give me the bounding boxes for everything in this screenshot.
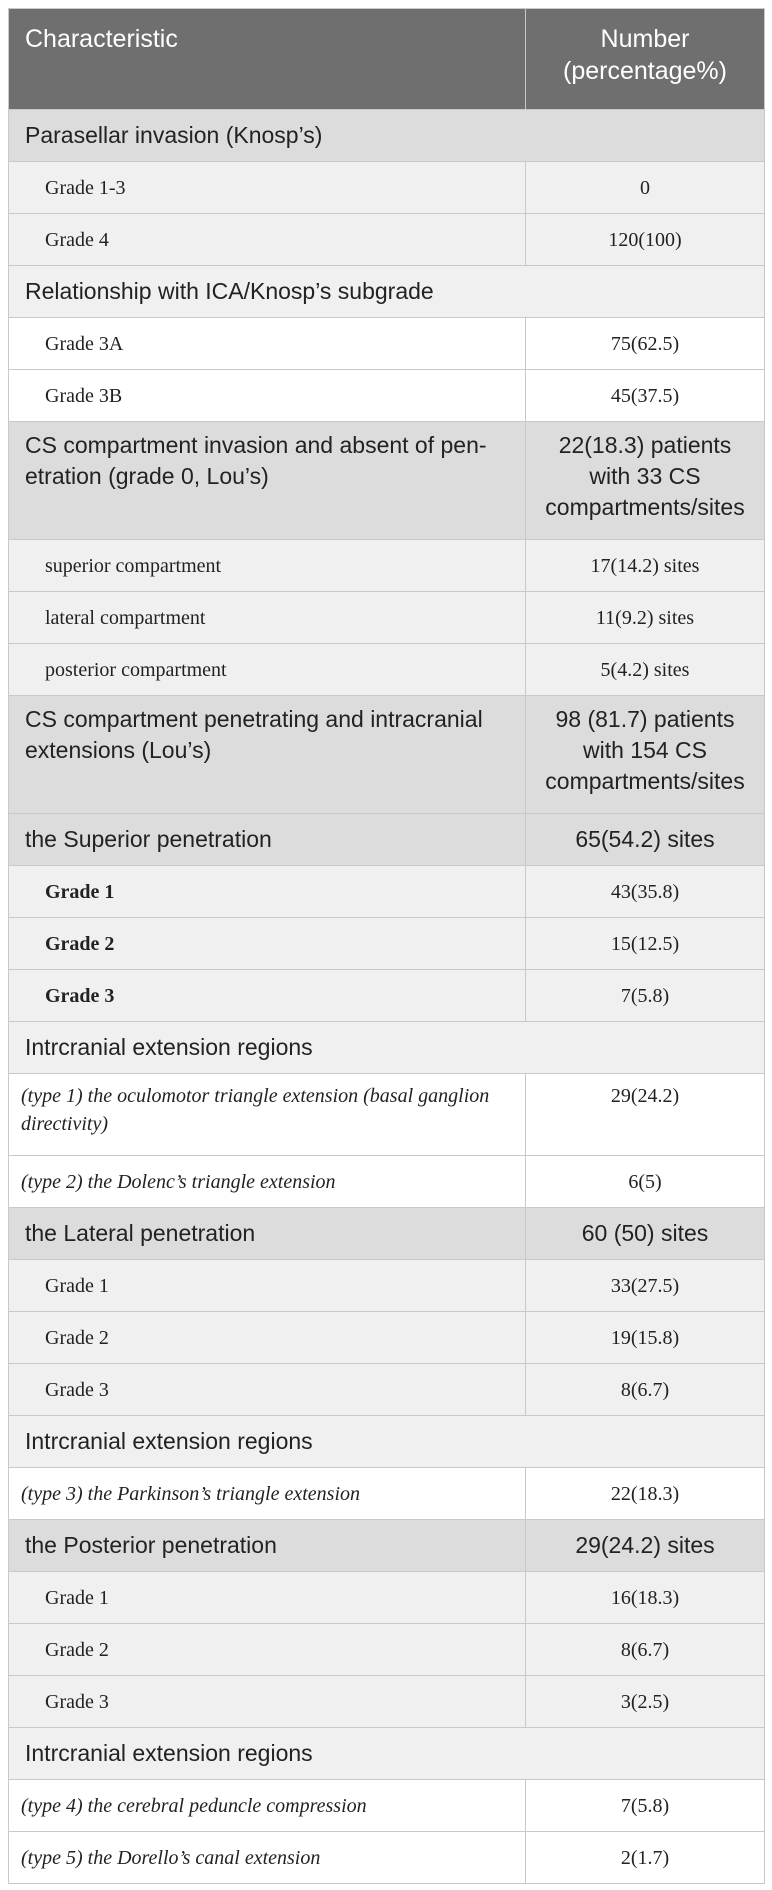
section-label: Intrcranial extension regions [9, 1728, 765, 1780]
row-label: (type 5) the Dorello’s canal extension [9, 1832, 526, 1884]
row-value: 7(5.8) [526, 1780, 765, 1832]
table-row [9, 1260, 765, 1312]
section-value: 60 (50) sites [526, 1208, 765, 1260]
section-label: Relationship with ICA/Knosp’s subgrade [9, 266, 765, 318]
table-row [9, 970, 765, 1022]
table-row [9, 1156, 765, 1208]
row-value: 8(6.7) [526, 1624, 765, 1676]
row-label: (type 4) the cerebral peduncle compression [9, 1780, 526, 1832]
row-label: posterior compartment [9, 644, 526, 696]
section-value: 22(18.3) patients with 33 CS compartments/sites [526, 422, 765, 540]
row-label: Grade 3 [9, 1676, 526, 1728]
table-row [9, 1624, 765, 1676]
row-value: 2(1.7) [526, 1832, 765, 1884]
row-label: lateral compartment [9, 592, 526, 644]
table-row [9, 1520, 765, 1572]
row-label: Grade 1 [9, 866, 526, 918]
section-label: the Posterior penetration [9, 1520, 526, 1572]
row-label: Grade 2 [9, 1624, 526, 1676]
table-row [9, 1468, 765, 1520]
characteristics-table [8, 8, 765, 1884]
table-row [9, 644, 765, 696]
row-value: 45(37.5) [526, 370, 765, 422]
row-value: 5(4.2) sites [526, 644, 765, 696]
row-value: 22(18.3) [526, 1468, 765, 1520]
table-row [9, 1364, 765, 1416]
characteristics-table-container [8, 8, 764, 1884]
table-row [9, 540, 765, 592]
section-label: CS compartment penetrating and intracranial extensions (Lou’s) [9, 696, 526, 814]
row-value: 15(12.5) [526, 918, 765, 970]
table-row [9, 1676, 765, 1728]
row-value: 16(18.3) [526, 1572, 765, 1624]
table-row [9, 1022, 765, 1074]
row-label: Grade 1 [9, 1572, 526, 1624]
row-label: Grade 3A [9, 318, 526, 370]
table-row [9, 318, 765, 370]
row-value: 120(100) [526, 214, 765, 266]
row-value: 0 [526, 162, 765, 214]
section-label: CS compartment invasion and absent of pen-etration (grade 0, Lou’s) [9, 422, 526, 540]
row-label: Grade 3B [9, 370, 526, 422]
row-label: (type 3) the Parkinson’s triangle extension [9, 1468, 526, 1520]
table-row [9, 1832, 765, 1884]
row-label: (type 1) the oculomotor triangle extension (basal ganglion directivity) [9, 1074, 526, 1156]
section-label: the Superior penetration [9, 814, 526, 866]
table-row [9, 422, 765, 540]
row-label: superior compartment [9, 540, 526, 592]
row-value: 19(15.8) [526, 1312, 765, 1364]
row-label: Grade 3 [9, 1364, 526, 1416]
row-label: (type 2) the Dolenc’s triangle extension [9, 1156, 526, 1208]
table-row [9, 814, 765, 866]
row-value: 29(24.2) [526, 1074, 765, 1156]
header-characteristic: Characteristic [9, 9, 526, 110]
section-value: 65(54.2) sites [526, 814, 765, 866]
table-row [9, 1208, 765, 1260]
row-value: 33(27.5) [526, 1260, 765, 1312]
table-row [9, 1312, 765, 1364]
row-label: Grade 4 [9, 214, 526, 266]
row-label: Grade 1-3 [9, 162, 526, 214]
section-label: the Lateral penetration [9, 1208, 526, 1260]
table-row [9, 696, 765, 814]
table-row [9, 370, 765, 422]
row-value: 43(35.8) [526, 866, 765, 918]
section-value: 29(24.2) sites [526, 1520, 765, 1572]
section-label: Parasellar invasion (Knosp’s) [9, 110, 765, 162]
section-label: Intrcranial extension regions [9, 1416, 765, 1468]
row-label: Grade 2 [9, 1312, 526, 1364]
header-number: Number (percentage%) [526, 9, 765, 110]
row-value: 17(14.2) sites [526, 540, 765, 592]
table-row [9, 266, 765, 318]
table-header-row [9, 9, 765, 110]
table-row [9, 162, 765, 214]
table-row [9, 110, 765, 162]
row-value: 11(9.2) sites [526, 592, 765, 644]
table-row [9, 592, 765, 644]
row-value: 8(6.7) [526, 1364, 765, 1416]
section-label: Intrcranial extension regions [9, 1022, 765, 1074]
row-label: Grade 3 [9, 970, 526, 1022]
row-value: 7(5.8) [526, 970, 765, 1022]
row-value: 3(2.5) [526, 1676, 765, 1728]
table-row [9, 1074, 765, 1156]
table-row [9, 1416, 765, 1468]
table-row [9, 1728, 765, 1780]
section-value: 98 (81.7) patients with 154 CS compartments/sites [526, 696, 765, 814]
row-value: 75(62.5) [526, 318, 765, 370]
table-row [9, 918, 765, 970]
table-row [9, 866, 765, 918]
row-label: Grade 1 [9, 1260, 526, 1312]
table-row [9, 1780, 765, 1832]
table-row [9, 214, 765, 266]
row-value: 6(5) [526, 1156, 765, 1208]
table-row [9, 1572, 765, 1624]
row-label: Grade 2 [9, 918, 526, 970]
